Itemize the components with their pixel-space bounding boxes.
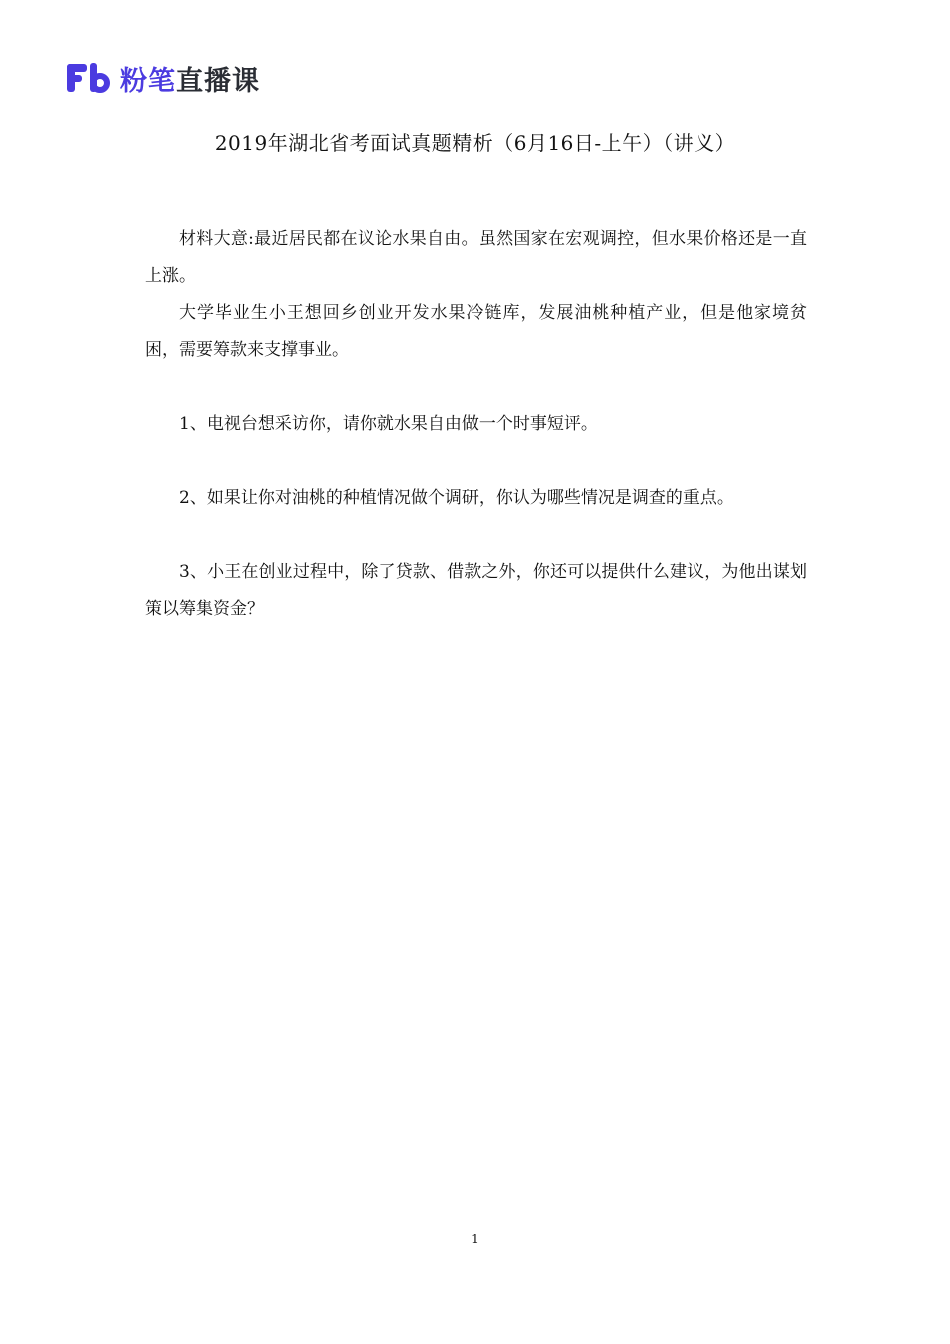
fenbi-logo-icon [66,61,110,95]
logo-name: 粉笔 [120,65,176,97]
question-item: 3、小王在创业过程中，除了贷款、借款之外，你还可以提供什么建议，为他出谋划策以筹集资金？ [145,562,807,619]
page-number: 1 [471,1232,479,1246]
material-paragraph: 大学毕业生小王想回乡创业开发水果冷链库，发展油桃种植产业，但是他家境贫困，需要筹款来支撑事业。 [145,303,807,360]
document-body [145,221,807,628]
spacer [145,443,807,480]
spacer [145,517,807,554]
document-title: 2019年湖北省考面试真题精析（6月16日-上午）（讲义） [214,131,736,155]
material-paragraph: 材料大意:最近居民都在议论水果自由。虽然国家在宏观调控，但水果价格还是一直上涨。 [145,229,807,286]
spacer [145,369,807,406]
brand-logo [66,58,260,98]
logo-mark-text: Fb [66,61,68,62]
logo-suffix: 直播课 [176,65,260,97]
question-item: 2、如果让你对油桃的种植情况做个调研，你认为哪些情况是调查的重点。 [179,488,734,508]
logo-wordmark [120,59,260,98]
question-item: 1、电视台想采访你，请你就水果自由做一个时事短评。 [179,414,598,434]
